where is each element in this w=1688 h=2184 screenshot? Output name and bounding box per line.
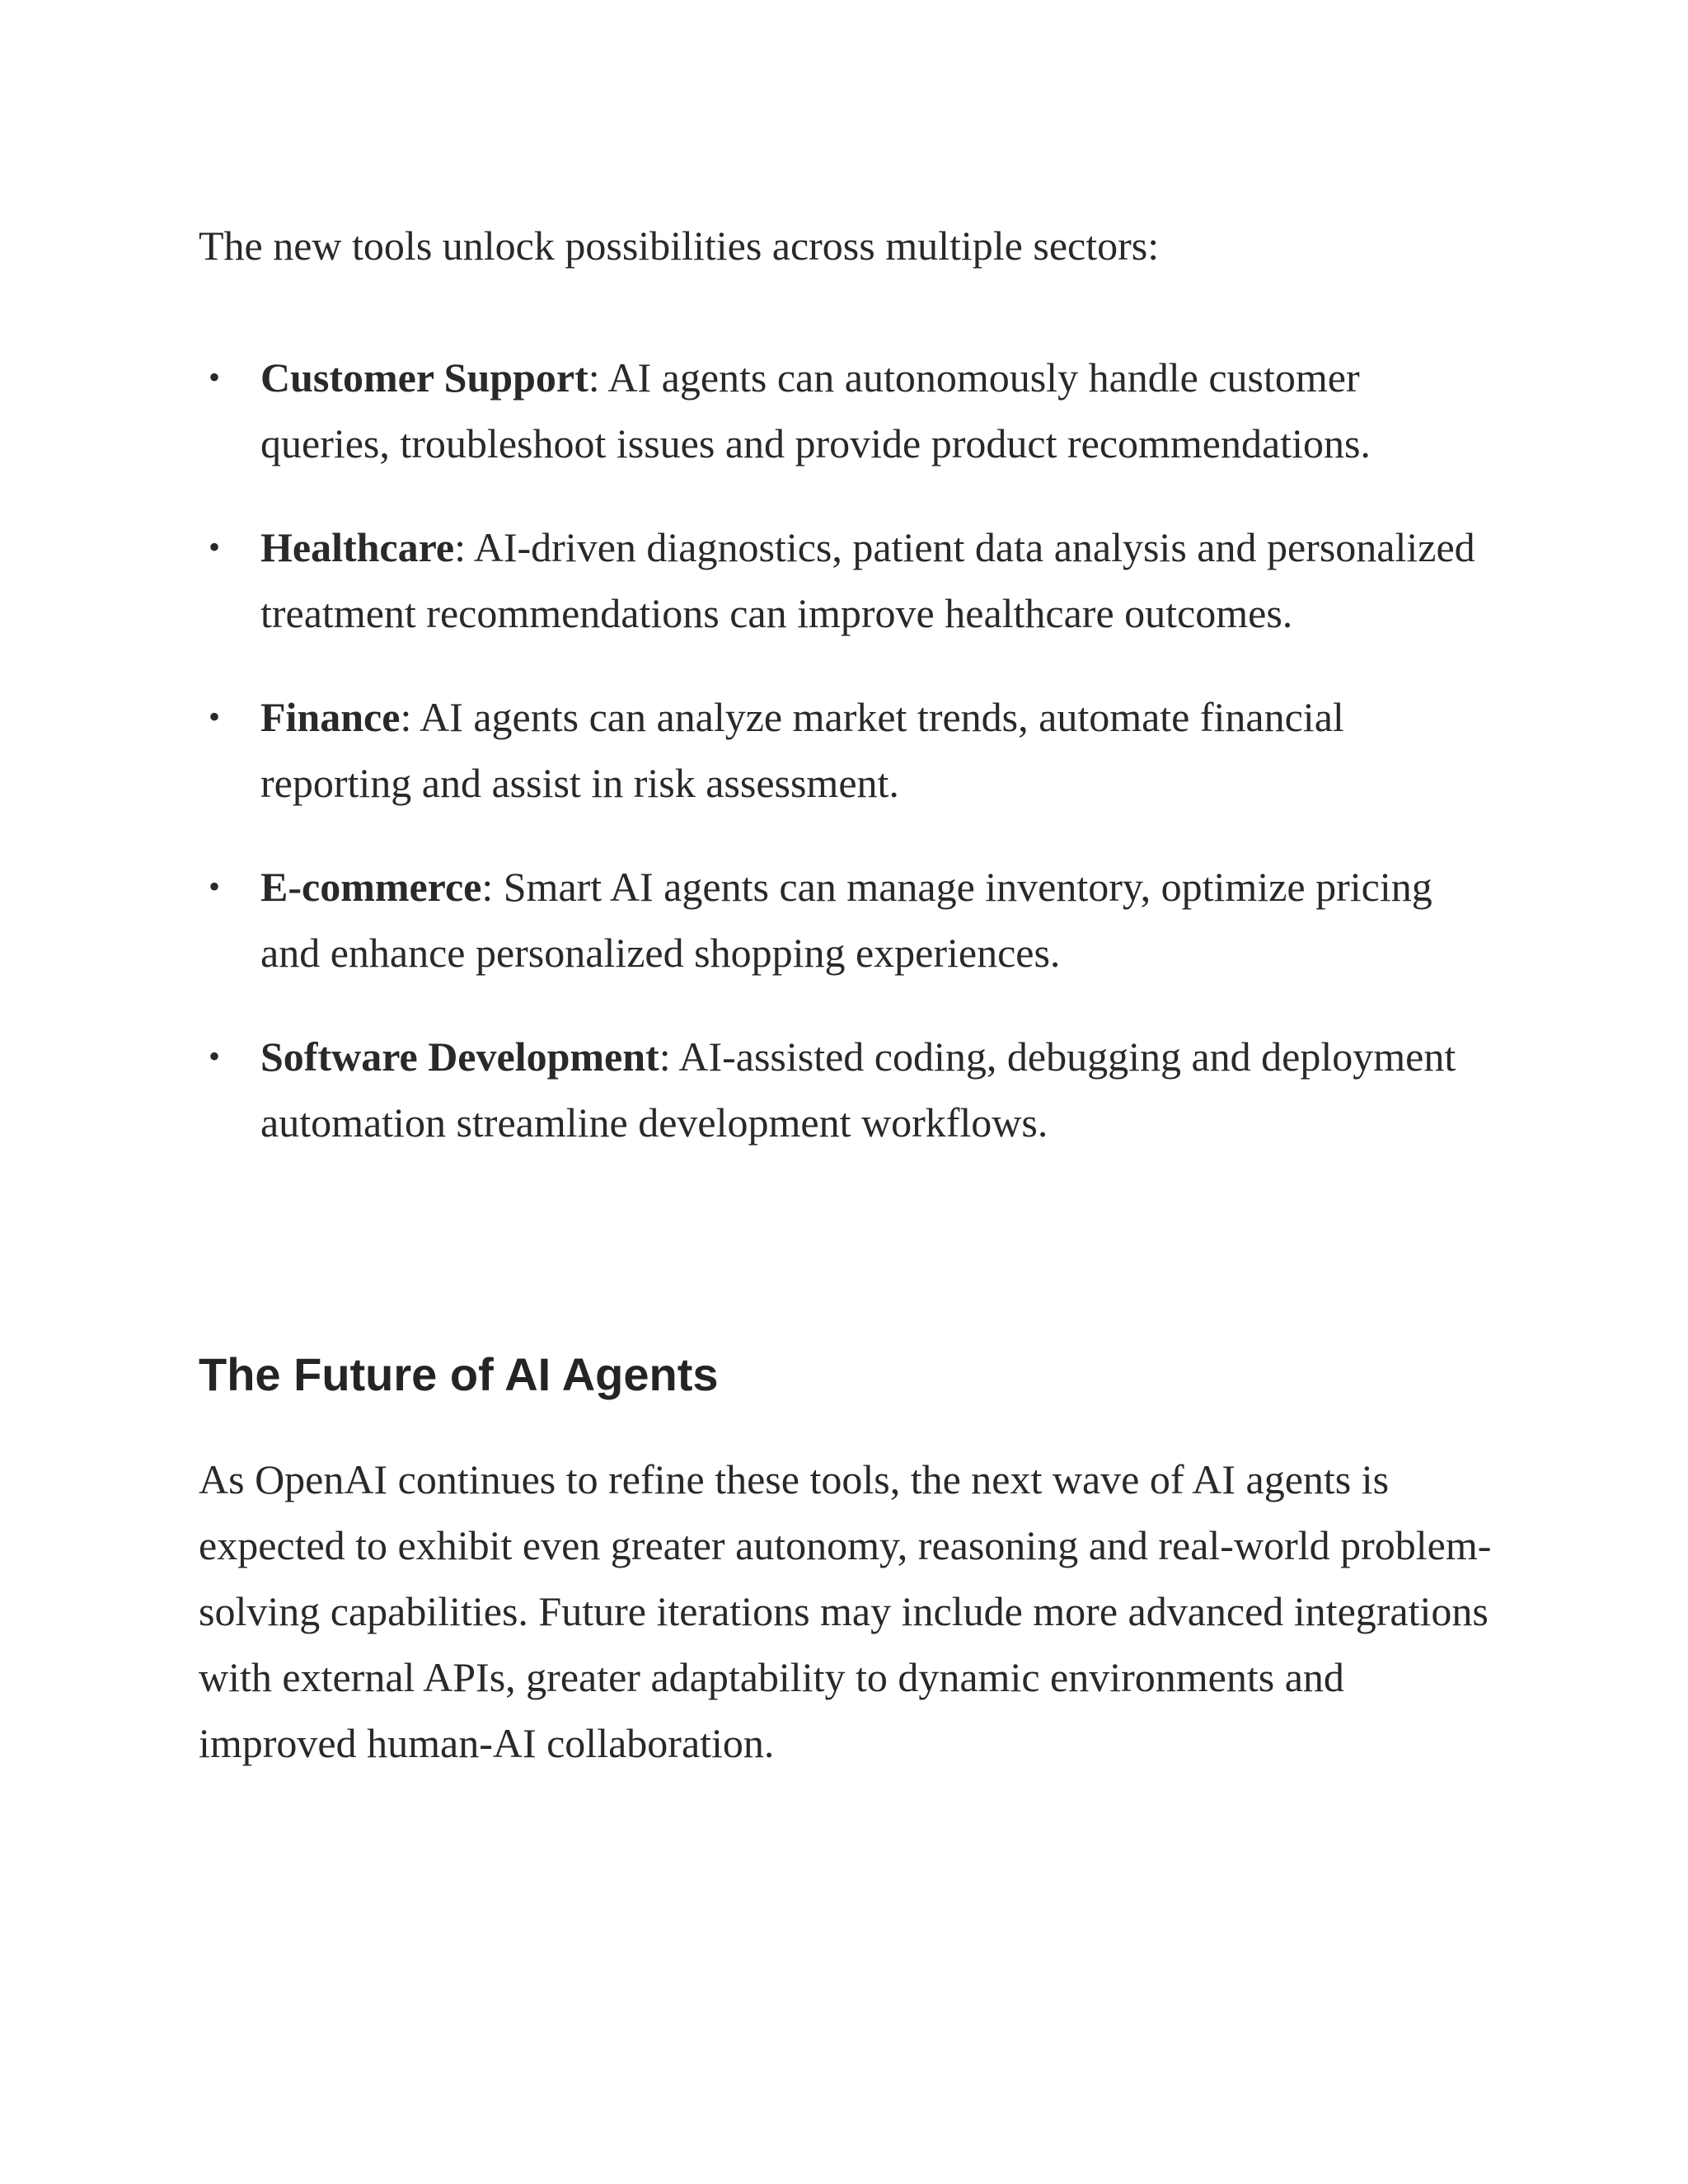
sector-name: E-commerce xyxy=(260,864,482,910)
bullet-icon: • xyxy=(209,698,221,735)
list-item-software-development xyxy=(199,1024,1484,1155)
sector-name: Software Development xyxy=(260,1033,659,1080)
sector-description: : AI agents can autonomously handle customer queries, troubleshoot issues and provide product recommendations. xyxy=(260,354,1371,466)
list-item-e-commerce xyxy=(199,854,1484,986)
sector-description: : Smart AI agents can manage inventory, optimize pricing and enhance personalized shopping experiences. xyxy=(260,864,1432,976)
sector-list xyxy=(199,344,1484,1193)
bullet-icon: • xyxy=(209,868,221,905)
list-item-healthcare xyxy=(199,514,1484,646)
sector-name: Customer Support xyxy=(260,354,588,401)
list-item-customer-support xyxy=(199,344,1484,476)
intro-paragraph: The new tools unlock possibilities across multiple sectors: xyxy=(199,223,1160,269)
bullet-icon: • xyxy=(209,1038,221,1075)
sector-description: : AI-driven diagnostics, patient data analysis and personalized treatment recommendations can improve healthcare outcomes. xyxy=(260,524,1475,636)
bullet-icon: • xyxy=(209,528,221,565)
section-heading: The Future of AI Agents xyxy=(199,1348,719,1400)
sector-description: : AI-assisted coding, debugging and deployment automation streamline development workflows. xyxy=(260,1033,1456,1146)
sector-name: Healthcare xyxy=(260,524,455,570)
sector-description: : AI agents can analyze market trends, automate financial reporting and assist in risk assessment. xyxy=(260,694,1344,806)
bullet-icon: • xyxy=(209,359,221,396)
sector-name: Finance xyxy=(260,694,401,740)
list-item-finance xyxy=(199,684,1484,816)
future-paragraph: As OpenAI continues to refine these tools, the next wave of AI agents is expected to exhibit even greater autonomy, reasoning and real-world problem-solving capabilities. Future iterations may include more advanced integrations with external APIs, greater adaptability to dynamic environments and improved human-AI collaboration. xyxy=(199,1456,1492,1766)
